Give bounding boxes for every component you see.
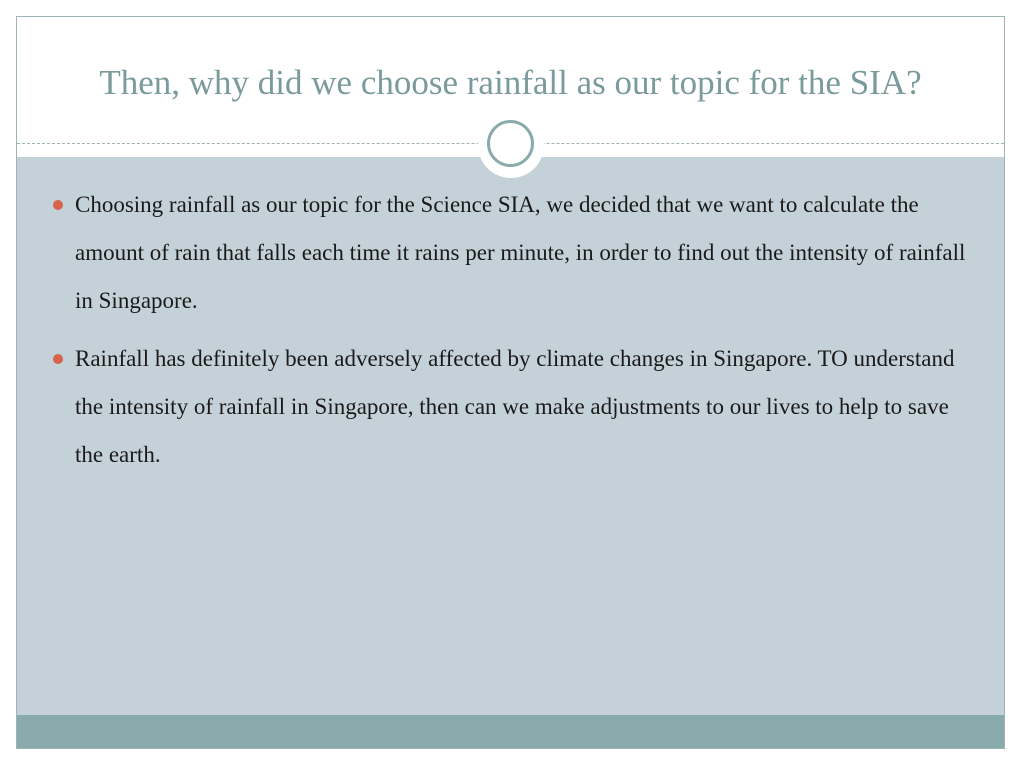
bullet-text: Rainfall has definitely been adversely affected by climate changes in Singapore. TO understand the intensity of rainfall in Singapore, then can we make adjustments to our lives to help to save the earth. — [75, 346, 955, 467]
bullet-dot-icon — [53, 354, 63, 364]
bullet-item — [53, 335, 973, 479]
bullet-dot-icon — [53, 200, 63, 210]
slide-title: Then, why did we choose rainfall as our topic for the SIA? — [99, 63, 922, 102]
footer-band — [17, 715, 1004, 749]
circle-ornament-icon — [487, 120, 534, 167]
bullet-item — [53, 181, 973, 325]
bullet-text: Choosing rainfall as our topic for the Science SIA, we decided that we want to calculate the amount of rain that falls each time it rains per minute, in order to find out the intensity of rainfall in Singapore. — [75, 192, 966, 313]
bullet-list — [53, 181, 973, 489]
slide — [16, 16, 1005, 749]
